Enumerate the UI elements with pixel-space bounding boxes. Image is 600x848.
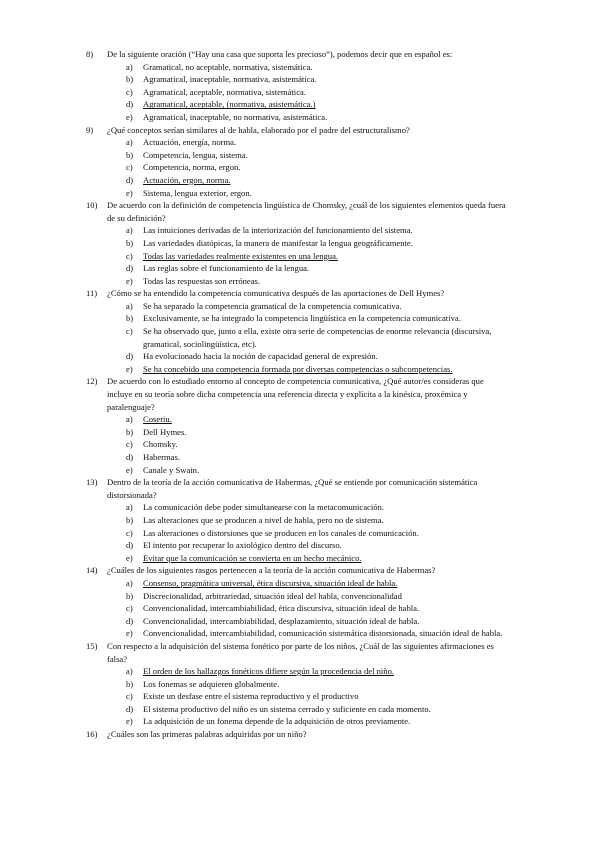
option-letter: c)	[126, 250, 133, 261]
answer-option	[0, 111, 600, 124]
question-number: 12)	[86, 376, 98, 387]
answer-option	[0, 325, 600, 350]
option-text: Sistema, lengua exterior, ergon.	[143, 187, 252, 198]
option-letter: e)	[126, 275, 133, 286]
option-letter: a)	[126, 502, 133, 513]
option-letter: a)	[126, 414, 133, 425]
option-text: Exclusivamente, se ha integrado la competencia lingüística en la competencia comunicativa.	[143, 313, 461, 324]
option-letter: b)	[126, 237, 134, 248]
answer-option	[0, 539, 600, 552]
answer-option	[0, 136, 600, 149]
option-text: Habermas.	[143, 452, 180, 462]
question-number: 11)	[86, 288, 98, 299]
option-text-marked: Agramatical, aceptable, (normativa, asistemática.)	[143, 99, 316, 110]
option-letter: d)	[126, 263, 134, 274]
option-letter: d)	[126, 99, 134, 110]
option-text: Convencionalidad, intercambiabilidad, ética discursiva, situación ideal de habla.	[143, 603, 420, 614]
option-text: Chomsky.	[143, 439, 178, 450]
option-text-marked: Evitar que la comunicación se convierta en un hecho mecánico.	[143, 552, 362, 563]
question	[0, 124, 600, 137]
option-text: Discrecionalidad, arbitrariedad, situación ideal del habla, convencionalidad	[143, 590, 402, 601]
option-letter: b)	[126, 313, 134, 324]
question-number: 15)	[86, 640, 98, 651]
answer-option	[0, 98, 600, 111]
option-letter: e)	[126, 552, 133, 563]
question	[0, 48, 600, 61]
answer-option	[0, 577, 600, 590]
question-number: 10)	[86, 200, 98, 211]
option-letter: d)	[126, 351, 134, 362]
option-letter: c)	[126, 603, 133, 614]
option-text: Competencia, lengua, sistema.	[143, 149, 248, 160]
option-text-marked: Coseriu.	[143, 414, 172, 425]
option-letter: b)	[126, 514, 134, 525]
option-letter: e)	[126, 187, 133, 198]
answer-option	[0, 678, 600, 691]
option-text: Se ha separado la competencia gramatical de la competencia comunicativa.	[143, 300, 402, 311]
option-text: Las variedades diatópicas, la manera de manifestar la lengua geográficamente.	[143, 237, 413, 248]
question-number: 8)	[86, 49, 94, 59]
option-text: Competencia, norma, ergon.	[143, 162, 241, 173]
question-text: Con respecto a la adquisición del sistema fonético por parte de los niños, ¿Cuál de las siguientes afirmaciones es falsa?	[107, 640, 494, 664]
option-text: Las alteraciones o distorsiones que se producen en los canales de comunicación.	[143, 527, 419, 538]
option-letter: e)	[126, 628, 133, 639]
answer-option	[0, 552, 600, 565]
answer-option	[0, 501, 600, 514]
option-text: El intento por recuperar lo axiológico dentro del discurso.	[143, 540, 342, 551]
option-letter: e)	[126, 716, 133, 727]
answer-option	[0, 615, 600, 628]
option-letter: c)	[126, 691, 133, 702]
option-letter: a)	[126, 225, 133, 236]
question	[0, 728, 600, 741]
option-text: El sistema productivo del niño es un sistema cerrado y suficiente en cada momento.	[143, 703, 431, 714]
option-letter: d)	[126, 174, 134, 185]
question-text: De acuerdo con la definición de competencia lingüística de Chomsky, ¿cuál de los siguientes elementos queda fuera de su definición?	[107, 200, 506, 223]
option-text: Convencionalidad, intercambiabilidad, desplazamiento, situación ideal de habla.	[143, 615, 420, 626]
option-letter: c)	[126, 162, 133, 173]
option-letter: b)	[126, 678, 134, 689]
option-text: Dell Hymes.	[143, 426, 187, 437]
option-letter: d)	[126, 540, 134, 551]
answer-option	[0, 149, 600, 162]
answer-option	[0, 187, 600, 200]
question-text: De la siguiente oración (“Hay una casa que suporta les precioso”), podemos decir que en español es:	[107, 49, 453, 59]
option-text-marked: Actuación, ergon, norma.	[143, 174, 231, 185]
option-text: Agramatical, inaceptable, normativa, asistemática.	[143, 74, 317, 85]
option-text: Existe un desfase entre el sistema reproductivo y el productivo	[143, 691, 359, 702]
question-number: 14)	[86, 565, 98, 576]
option-text-marked: Consenso, pragmática universal, ética discursiva, situación ideal de habla.	[143, 577, 398, 588]
question	[0, 375, 600, 413]
option-text: Actuación, energía, norma.	[143, 137, 237, 148]
option-letter: b)	[126, 74, 134, 85]
option-text-marked: Se ha concebido una competencia formada por diversas competencias o subcompetencias.	[143, 363, 453, 374]
answer-option	[0, 627, 600, 640]
question-text: ¿Cuáles son las primeras palabras adquiridas por un niño?	[107, 729, 307, 740]
option-letter: c)	[126, 527, 133, 538]
answer-option	[0, 665, 600, 678]
option-text: Canale y Swain.	[143, 464, 200, 475]
option-text: Convencionalidad, intercambiabilidad, comunicación sistemática distorsionada, situación ideal de habla.	[143, 628, 503, 639]
option-text: Ha evolucionado hacia la noción de capacidad general de expresión.	[143, 351, 378, 362]
answer-option	[0, 174, 600, 187]
answer-option	[0, 73, 600, 86]
option-letter: b)	[126, 426, 134, 437]
question-text: De acuerdo con lo estudiado entorno al concepto de competencia comunicativa, ¿Qué autor/es consideras que incluye en su teoría sobre dicha competencia una referencia directa y explícita a la kinésica, proxémica y paralenguaje?	[107, 376, 484, 412]
option-letter: a)	[126, 577, 133, 588]
option-text: Agramatical, aceptable, normativa, sistemática.	[143, 86, 306, 97]
answer-option	[0, 426, 600, 439]
option-letter: a)	[126, 300, 133, 311]
question	[0, 640, 600, 665]
answer-option	[0, 438, 600, 451]
answer-option	[0, 464, 600, 477]
option-text: Todas las respuestas son erróneas.	[143, 275, 261, 286]
answer-option	[0, 451, 600, 464]
option-letter: b)	[126, 590, 134, 601]
option-letter: b)	[126, 149, 134, 160]
question-number: 9)	[86, 124, 94, 135]
option-letter: c)	[126, 86, 133, 97]
answer-option	[0, 703, 600, 716]
answer-option	[0, 250, 600, 263]
answer-option	[0, 262, 600, 275]
option-letter: d)	[126, 452, 134, 462]
question	[0, 476, 600, 501]
question-text: ¿Cómo se ha entendido la competencia comunicativa después de las aportaciones de Dell Hymes?	[107, 288, 445, 299]
question	[0, 199, 600, 224]
question-text: ¿Qué conceptos serían similares al de habla, elaborado por el padre del estructuralismo?	[107, 124, 410, 135]
question-number: 16)	[86, 729, 98, 740]
option-text: Los fonemas se adquieren globalmente.	[143, 678, 280, 689]
answer-option	[0, 690, 600, 703]
answer-option	[0, 86, 600, 99]
question	[0, 287, 600, 300]
option-text: Las intuiciones derivadas de la interiorización del funcionamiento del sistema.	[143, 225, 413, 236]
option-text: Agramatical, inaceptable, no normativa, asistemática.	[143, 111, 328, 122]
option-text-marked: El orden de los hallazgos fonéticos difiere según la procedencia del niño.	[143, 666, 395, 677]
question-number: 13)	[86, 477, 98, 488]
answer-option	[0, 275, 600, 288]
answer-option	[0, 61, 600, 74]
option-letter: a)	[126, 61, 133, 72]
answer-option	[0, 514, 600, 527]
answer-option	[0, 363, 600, 376]
answer-option	[0, 300, 600, 313]
answer-option	[0, 350, 600, 363]
answer-option	[0, 224, 600, 237]
option-letter: d)	[126, 615, 134, 626]
option-letter: e)	[126, 111, 133, 122]
option-text-marked: Todas las variedades realmente existentes en una lengua.	[143, 250, 339, 261]
answer-option	[0, 237, 600, 250]
option-letter: e)	[126, 464, 133, 475]
option-text: Las reglas sobre el funcionamiento de la lengua.	[143, 263, 310, 274]
answer-option	[0, 715, 600, 728]
option-letter: d)	[126, 703, 134, 714]
option-text: La comunicación debe poder simultanearse con la metacomunicación.	[143, 502, 385, 513]
option-letter: a)	[126, 137, 133, 148]
answer-option	[0, 161, 600, 174]
document-page	[0, 48, 600, 741]
answer-option	[0, 527, 600, 540]
option-text: Se ha observado que, junto a ella, existe otra serie de competencias de enorme relevancia (discursiva, gramatical, sociolingüística, etc).	[143, 326, 492, 349]
option-letter: c)	[126, 439, 133, 450]
question-text: ¿Cuáles de los siguientes rasgos pertenecen a la teoría de la acción comunicativa de Habermas?	[107, 565, 436, 576]
option-letter: a)	[126, 666, 133, 677]
option-text: La adquisición de un fonema depende de la adquisición de otros previamente.	[143, 716, 411, 727]
option-letter: c)	[126, 326, 133, 337]
question	[0, 564, 600, 577]
question-text: Dentro de la teoría de la acción comunicativa de Habermas, ¿Qué se entiende por comunicación sistemática distorsionada?	[107, 477, 478, 500]
answer-option	[0, 590, 600, 603]
answer-option	[0, 602, 600, 615]
option-letter: e)	[126, 363, 133, 374]
answer-option	[0, 413, 600, 426]
option-text: Gramatical, no aceptable, normativa, sistemática.	[143, 61, 313, 72]
option-text: Las alteraciones que se producen a nivel de habla, pero no de sistema.	[143, 514, 384, 525]
answer-option	[0, 312, 600, 325]
